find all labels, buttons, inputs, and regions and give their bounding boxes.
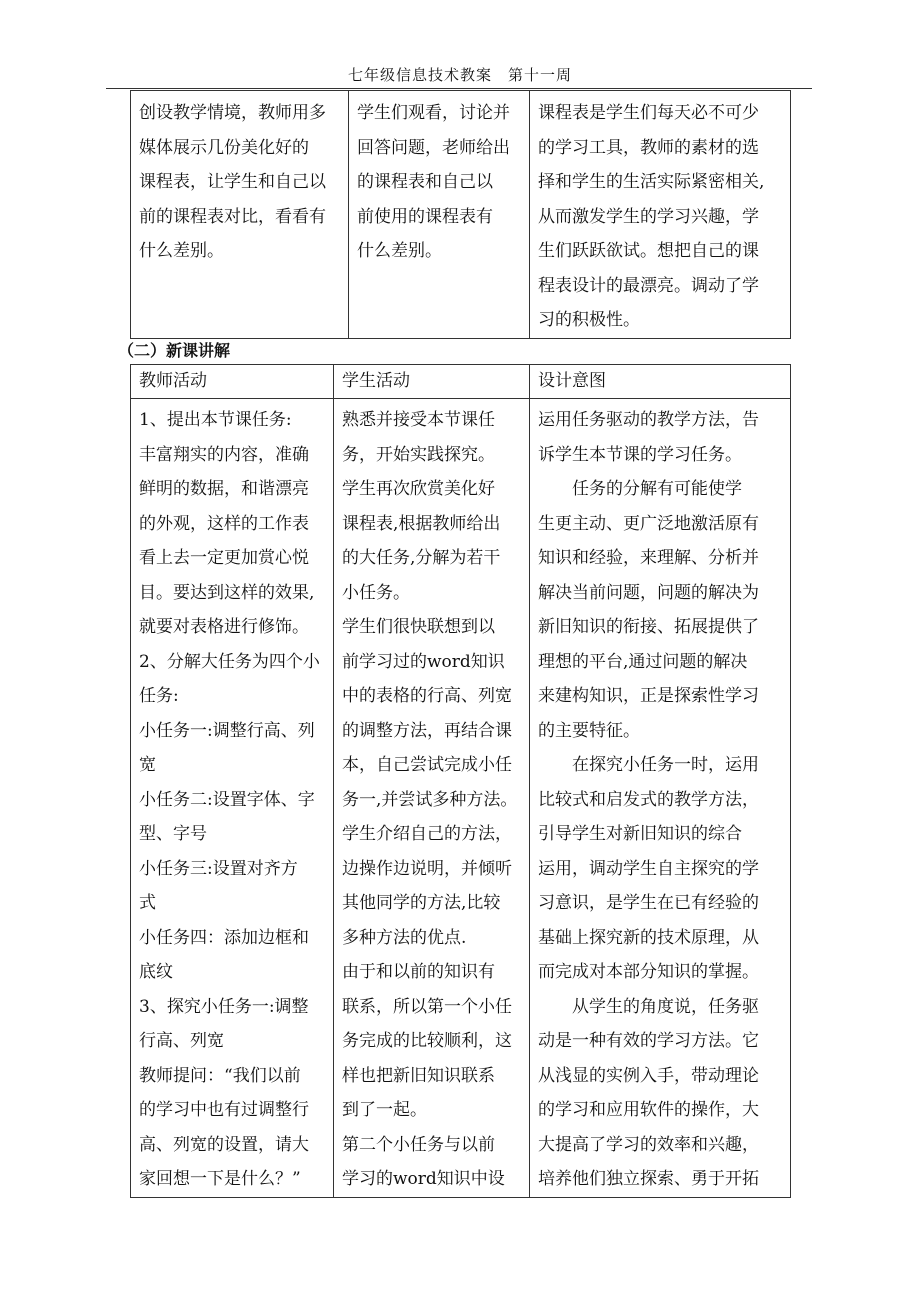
cell-text-line: 媒体展示几份美化好的 xyxy=(139,137,309,158)
table-row xyxy=(131,91,791,339)
cell-text-line: 学生们观看，讨论并 xyxy=(357,103,510,123)
cell-text-line: 3、探究小任务一:调整 xyxy=(139,996,309,1017)
intro-table xyxy=(130,90,791,339)
cell-text-line: 什么差别。 xyxy=(357,241,442,261)
cell-text-line: 运用，调动学生自主探究的学 xyxy=(538,858,759,879)
cell-text-line: 本，自己尝试完成小任 xyxy=(342,755,512,775)
design-intent-cell xyxy=(530,91,791,339)
cell-text-line: 程表设计的最漂亮。调动了学 xyxy=(538,275,759,296)
cell-text-line: 底纹 xyxy=(139,962,173,982)
cell-text-line: 看上去一定更加赏心悦 xyxy=(139,548,309,568)
cell-text-line: 宽 xyxy=(139,755,156,775)
cell-text-line: 由于和以前的知识有 xyxy=(342,962,495,982)
cell-text-line: 其他同学的方法,比较 xyxy=(342,893,501,913)
cell-text-line: 的课程表和自己以 xyxy=(357,172,493,192)
cell-text-line: 动是一种有效的学习方法。它 xyxy=(538,1031,759,1051)
cell-text-line: 来建构知识，正是探索性学习 xyxy=(538,686,759,706)
cell-text-line: 小任务二:设置字体、字 xyxy=(139,789,315,810)
cell-text-line: 任务的分解有可能使学 xyxy=(538,479,742,499)
cell-text-line: 丰富翔实的内容，准确 xyxy=(139,444,309,465)
cell-text-line: 教师提问：“我们以前 xyxy=(139,1065,301,1086)
cell-text-line: 任务: xyxy=(139,686,179,706)
cell-text-line: 鲜明的数据，和谐漂亮 xyxy=(139,479,309,499)
cell-text-line: 小任务一:调整行高、列 xyxy=(139,720,315,741)
cell-text-line: 什么差别。 xyxy=(139,241,224,261)
cell-text-line: 习的积极性。 xyxy=(538,310,640,330)
cell-text-line: 新旧知识的衔接、拓展提供了 xyxy=(538,617,759,637)
cell-text-line: 型、字号 xyxy=(139,824,207,844)
cell-text-line: 的学习工具，教师的素材的选 xyxy=(538,137,759,158)
cell-text-line: 学生们很快联想到以 xyxy=(342,617,495,637)
cell-text-line: 前使用的课程表有 xyxy=(357,206,493,227)
student-activity-cell xyxy=(334,399,530,1198)
design-intent-cell xyxy=(530,399,791,1198)
cell-text-line: 熟悉并接受本节课任 xyxy=(342,410,495,430)
cell-text-line: 2、分解大任务为四个小 xyxy=(139,651,320,672)
header-rule xyxy=(106,88,812,89)
cell-text-line: 边操作边说明，并倾听 xyxy=(342,858,512,879)
cell-text-line: 高、列宽的设置，请大 xyxy=(139,1134,309,1155)
cell-text-line: 课程表,根据教师给出 xyxy=(342,513,501,534)
cell-text-line: 生们跃跃欲试。想把自己的课 xyxy=(538,241,759,261)
cell-text-line: 从学生的角度说，任务驱 xyxy=(538,996,759,1017)
table-row xyxy=(131,399,791,1198)
cell-text-line: 务一,并尝试多种方法。 xyxy=(342,789,518,810)
cell-text-line: 务，开始实践探究。 xyxy=(342,444,495,465)
cell-text-line: 解决当前问题，问题的解决为 xyxy=(538,582,759,603)
new-lesson-table xyxy=(130,364,791,1198)
cell-text-line: 到了一起。 xyxy=(342,1100,427,1120)
page-header: 七年级信息技术教案 第十一周 xyxy=(347,66,572,84)
cell-text-line: 理想的平台,通过问题的解决 xyxy=(538,651,748,672)
header-teacher-activity: 教师活动 xyxy=(131,365,334,399)
cell-text-line: 的学习和应用软件的操作，大 xyxy=(538,1100,759,1120)
cell-text-line: 学生介绍自己的方法， xyxy=(342,824,512,844)
cell-text-line: 小任务三:设置对齐方 xyxy=(139,858,298,879)
cell-text-line: 行高、列宽 xyxy=(139,1031,224,1051)
cell-text-line: 第二个小任务与以前 xyxy=(342,1134,495,1155)
cell-text-line: 创设教学情境，教师用多 xyxy=(139,103,326,123)
cell-text-line: 知识和经验，来理解、分析并 xyxy=(538,548,759,568)
cell-text-line: 引导学生对新旧知识的综合 xyxy=(538,824,742,844)
cell-text-line: 的外观，这样的工作表 xyxy=(139,513,309,534)
cell-text-line: 回答问题，老师给出 xyxy=(357,137,510,158)
cell-text-line: 的学习中也有过调整行 xyxy=(139,1100,309,1120)
cell-text-line: 生更主动、更广泛地激活原有 xyxy=(538,513,759,534)
cell-text-line: 式 xyxy=(139,893,156,913)
cell-text-line: 样也把新旧知识联系 xyxy=(342,1065,495,1086)
cell-text-line: 家回想一下是什么？” xyxy=(139,1169,301,1189)
cell-text-line: 运用任务驱动的教学方法，告 xyxy=(538,410,759,430)
cell-text-line: 课程表是学生们每天必不可少 xyxy=(538,103,759,123)
cell-text-line: 比较式和启发式的教学方法， xyxy=(538,789,759,810)
cell-text-line: 课程表，让学生和自己以 xyxy=(139,172,326,192)
cell-text-line: 基础上探究新的技术原理，从 xyxy=(538,927,759,948)
cell-text-line: 务完成的比较顺利，这 xyxy=(342,1031,512,1051)
cell-text-line: 前的课程表对比，看看有 xyxy=(139,206,326,227)
cell-text-line: 小任务。 xyxy=(342,582,410,603)
header-student-activity: 学生活动 xyxy=(334,365,530,399)
teacher-activity-cell xyxy=(131,91,349,339)
cell-text-line: 择和学生的生活实际紧密相关, xyxy=(538,172,765,192)
cell-text-line: 的大任务,分解为若干 xyxy=(342,548,501,568)
cell-text-line: 从浅显的实例入手，带动理论 xyxy=(538,1065,759,1086)
cell-text-line: 从而激发学生的学习兴趣，学 xyxy=(538,206,759,227)
cell-text-line: 中的表格的行高、列宽 xyxy=(342,686,512,706)
cell-text-line: 学生再次欣赏美化好 xyxy=(342,479,495,499)
cell-text-line: 的调整方法，再结合课 xyxy=(342,720,512,741)
cell-text-line: 在探究小任务一时，运用 xyxy=(538,755,759,775)
student-activity-cell xyxy=(349,91,530,339)
cell-text-line: 联系，所以第一个小任 xyxy=(342,996,512,1017)
cell-text-line: 1、提出本节课任务: xyxy=(139,410,292,430)
cell-text-line: 多种方法的优点. xyxy=(342,927,467,948)
cell-text-line: 而完成对本部分知识的掌握。 xyxy=(538,962,759,982)
cell-text-line: 前学习过的word知识 xyxy=(342,651,505,672)
cell-text-line: 诉学生本节课的学习任务。 xyxy=(538,444,742,465)
table-header-row xyxy=(131,365,791,399)
cell-text-line: 小任务四：添加边框和 xyxy=(139,927,309,948)
cell-text-line: 就要对表格进行修饰。 xyxy=(139,617,309,637)
teacher-activity-cell xyxy=(131,399,334,1198)
cell-text-line: 学习的word知识中设 xyxy=(342,1169,505,1189)
cell-text-line: 的主要特征。 xyxy=(538,720,640,741)
cell-text-line: 目。要达到这样的效果, xyxy=(139,582,315,603)
cell-text-line: 大提高了学习的效率和兴趣， xyxy=(538,1134,759,1155)
cell-text-line: 培养他们独立探索、勇于开拓 xyxy=(538,1169,759,1189)
section-title: （二）新课讲解 xyxy=(118,341,231,360)
cell-text-line: 习意识，是学生在已有经验的 xyxy=(538,893,759,913)
header-design-intent: 设计意图 xyxy=(530,365,791,399)
